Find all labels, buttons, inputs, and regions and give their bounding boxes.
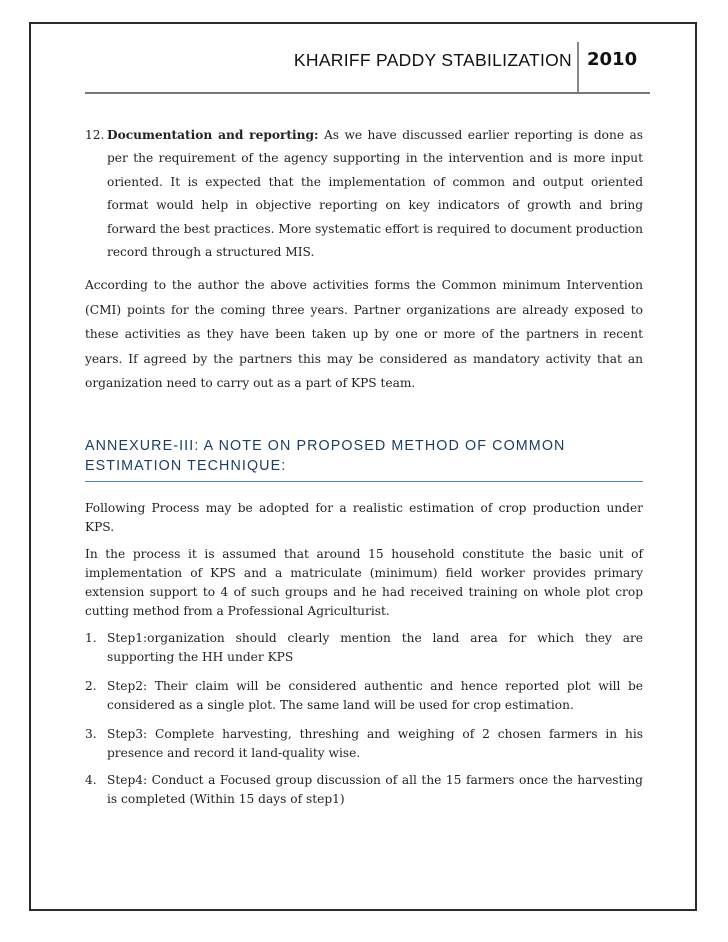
header-year: 2010 bbox=[587, 49, 638, 70]
step-number: 4. bbox=[85, 773, 97, 787]
item-12-body: As we have discussed earlier reporting is done as per the requirement of the agency supporting in the intervention and is more input oriented. It is expected that the implementation of common and output oriented format would help in objective reporting on key indicators of growth and bring forward the best practices. More systematic effort is required to document production record through a structured MIS. bbox=[107, 128, 643, 260]
annexure-heading bbox=[85, 436, 643, 476]
header-divider bbox=[577, 42, 579, 94]
annexure-heading-rule bbox=[85, 481, 643, 482]
step-number: 1. bbox=[85, 631, 97, 645]
process-paragraph: Following Process may be adopted for a realistic estimation of crop production under KPS. bbox=[85, 501, 643, 534]
step-text: Step3: Complete harvesting, threshing and weighing of 2 chosen farmers in his presence and record it land-quality wise. bbox=[107, 727, 643, 760]
step-text: Step1:organization should clearly mention the land area for which they are supporting the HH under KPS bbox=[107, 631, 643, 664]
step-number: 2. bbox=[85, 679, 97, 693]
step-item bbox=[85, 677, 643, 714]
header-title: KHARIFF PADDY STABILIZATION bbox=[293, 50, 572, 70]
step-item bbox=[85, 771, 643, 808]
step-number: 3. bbox=[85, 727, 97, 741]
item-12-lead: Documentation and reporting: bbox=[107, 128, 319, 142]
item-12-text bbox=[107, 124, 643, 264]
header-rule bbox=[85, 92, 650, 94]
step-item bbox=[85, 629, 643, 666]
annexure-heading-line1: ANNEXURE-III: A NOTE ON PROPOSED METHOD OF COMMON bbox=[85, 438, 566, 454]
step-item bbox=[85, 725, 643, 762]
item-12-number: 12. bbox=[85, 128, 105, 142]
page-header bbox=[85, 42, 650, 94]
cmi-paragraph: According to the author the above activities forms the Common minimum Intervention (CMI) points for the coming three years. Partner organizations are already exposed to these activities as they have been taken up by one or more of the partners in recent years. If agreed by the partners this may be considered as mandatory activity that an organization need to carry out as a part of KPS team. bbox=[85, 278, 643, 391]
step-text: Step2: Their claim will be considered authentic and hence reported plot will be considered as a single plot. The same land will be used for crop estimation. bbox=[107, 679, 643, 712]
step-text: Step4: Conduct a Focused group discussion of all the 15 farmers once the harvesting is completed (Within 15 days of step1) bbox=[107, 773, 643, 806]
annexure-heading-line2: ESTIMATION TECHNIQUE: bbox=[85, 458, 287, 474]
list-item-12 bbox=[85, 124, 643, 264]
assumption-paragraph: In the process it is assumed that around 15 household constitute the basic unit of implementation of KPS and a matriculate (minimum) field worker provides primary extension support to 4 of such groups and he had received training on whole plot crop cutting method from a Professional Agriculturist. bbox=[85, 547, 643, 618]
